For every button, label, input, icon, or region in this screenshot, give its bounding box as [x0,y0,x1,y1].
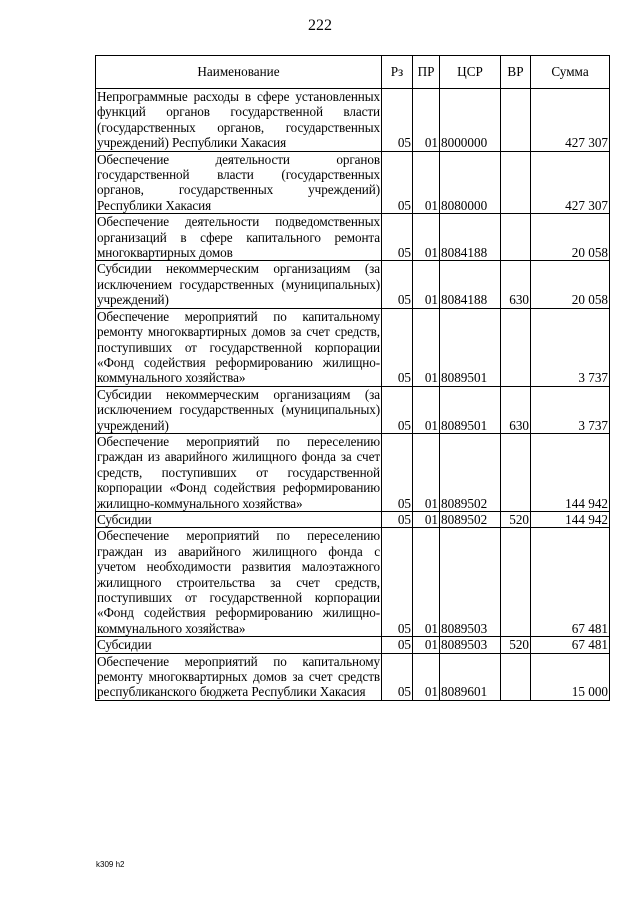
table-row [96,214,610,261]
cell-sum: 20 058 [531,261,610,308]
cell-rz: 05 [382,637,413,653]
footer-code: k309 h2 [96,860,125,869]
cell-vr [501,653,531,700]
cell-vr [501,308,531,386]
cell-rz: 05 [382,528,413,637]
cell-name: Обеспечение деятельности органов государственной власти (государственных органов, государственных учреждений) Республики Хакасия [97,151,380,213]
header-sum: Сумма [531,56,610,89]
table-row [96,528,610,637]
table-row [96,637,610,653]
cell-vr [501,214,531,261]
cell-name: Непрограммные расходы в сфере установленных функций органов государственной власти (государственных органов, государственных учреждений) Республики Хакасия [97,89,380,151]
cell-sum: 144 942 [531,433,610,511]
cell-sum: 15 000 [531,653,610,700]
cell-sum: 20 058 [531,214,610,261]
table-body [96,89,610,701]
cell-csr: 8089501 [440,308,501,386]
cell-pr: 01 [413,261,440,308]
cell-sum: 67 481 [531,528,610,637]
cell-name: Обеспечение мероприятий по капитальному ремонту многоквартирных домов за счет средств республиканского бюджета Республики Хакасия [97,653,380,700]
cell-vr [501,528,531,637]
cell-name: Субсидии некоммерческим организациям (за исключением государственных (муниципальных) учреждений) [97,261,380,308]
cell-name: Обеспечение деятельности подведомственных организаций в сфере капитального ремонта многоквартирных домов [97,214,380,261]
cell-vr [501,433,531,511]
cell-rz: 05 [382,261,413,308]
cell-sum: 427 307 [531,151,610,214]
cell-vr: 520 [501,637,531,653]
header-csr: ЦСР [440,56,501,89]
table-row [96,151,610,214]
cell-csr: 8000000 [440,89,501,152]
header-pr: ПР [413,56,440,89]
cell-name: Обеспечение мероприятий по переселению граждан из аварийного жилищного фонда за счет средств, поступивших от государственной корпорации «Фонд содействия реформированию жилищно-коммунального хозяйства» [97,433,380,511]
cell-sum: 3 737 [531,386,610,433]
table-row [96,511,610,527]
cell-csr: 8080000 [440,151,501,214]
cell-rz: 05 [382,386,413,433]
cell-name: Обеспечение мероприятий по переселению граждан из аварийного жилищного фонда с учетом необходимости развития малоэтажного жилищного строительства за счет средств, поступивших от государственной корпорации «Фонд содействия реформированию жилищно-коммунального хозяйства» [97,528,380,636]
cell-pr: 01 [413,528,440,637]
cell-csr: 8089502 [440,433,501,511]
cell-csr: 8089503 [440,637,501,653]
cell-rz: 05 [382,653,413,700]
cell-pr: 01 [413,89,440,152]
header-vr: ВР [501,56,531,89]
cell-rz: 05 [382,308,413,386]
cell-csr: 8084188 [440,214,501,261]
header-name: Наименование [96,56,382,89]
cell-pr: 01 [413,637,440,653]
cell-csr: 8089601 [440,653,501,700]
cell-rz: 05 [382,433,413,511]
cell-sum: 3 737 [531,308,610,386]
cell-vr: 630 [501,386,531,433]
cell-pr: 01 [413,151,440,214]
cell-sum: 427 307 [531,89,610,152]
page-number: 222 [308,17,332,34]
cell-csr: 8089501 [440,386,501,433]
table-row [96,653,610,700]
cell-vr: 630 [501,261,531,308]
cell-name: Обеспечение мероприятий по капитальному ремонту многоквартирных домов за счет средств, поступивших от государственной корпорации «Фонд содействия реформированию жилищно-коммунального хозяйства» [97,308,380,386]
cell-pr: 01 [413,214,440,261]
cell-rz: 05 [382,151,413,214]
table-header-row [96,56,610,89]
cell-vr [501,151,531,214]
cell-name: Субсидии [96,637,382,653]
cell-rz: 05 [382,214,413,261]
table-row [96,308,610,386]
cell-vr [501,89,531,152]
cell-sum: 67 481 [531,637,610,653]
table-row [96,261,610,308]
cell-pr: 01 [413,653,440,700]
header-rz: Рз [382,56,413,89]
cell-vr: 520 [501,511,531,527]
cell-csr: 8089502 [440,511,501,527]
table-row [96,386,610,433]
cell-name: Субсидии некоммерческим организациям (за исключением государственных (муниципальных) учреждений) [97,386,380,433]
cell-pr: 01 [413,433,440,511]
cell-sum: 144 942 [531,511,610,527]
cell-pr: 01 [413,511,440,527]
table-row [96,89,610,152]
cell-pr: 01 [413,386,440,433]
cell-csr: 8084188 [440,261,501,308]
cell-name: Субсидии [96,511,382,527]
cell-rz: 05 [382,89,413,152]
cell-csr: 8089503 [440,528,501,637]
budget-table [95,55,610,701]
cell-rz: 05 [382,511,413,527]
table-row [96,433,610,511]
cell-pr: 01 [413,308,440,386]
